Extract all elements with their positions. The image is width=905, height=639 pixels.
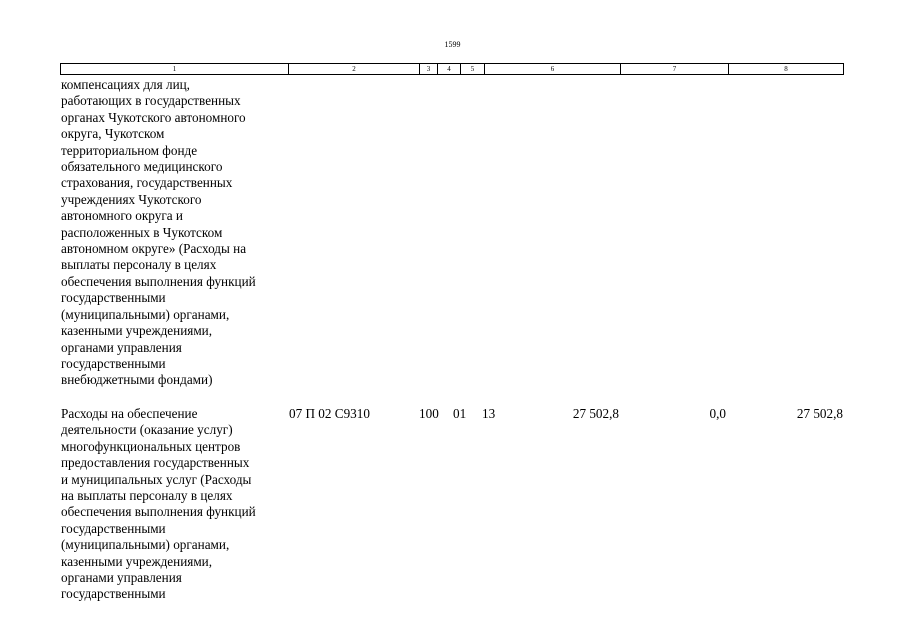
header-col-2: 2 [289,64,420,74]
row-col-6: 27 502,8 [572,406,619,421]
row-col-3: 100 [419,406,439,421]
header-col-5: 5 [461,64,485,74]
header-col-1: 1 [61,64,289,74]
page-number: 1599 [444,40,461,49]
row-col-8: 27 502,8 [796,406,843,421]
header-col-7: 7 [621,64,729,74]
table-header [60,63,844,75]
row-col-5: 13 [482,406,496,421]
row-col-7: 0,0 [709,406,726,421]
header-col-8: 8 [784,65,788,73]
header-col-6: 6 [485,64,621,74]
header-col-4: 4 [438,64,461,74]
row-code: 07 П 02 С9310 [289,406,370,421]
header-col-3: 3 [420,64,438,74]
row-description: Расходы на обеспечение деятельности (оказание услуг) многофункциональных центров предоставления государственных и муниципальных услуг (Расходы на выплаты персоналу в целях обеспечения выполнения функций государственными (муниципальными) органами, казенными учреждениями, органами управления государственными [61,406,256,602]
row-description: компенсациях для лиц, работающих в государственных органах Чукотского автономного округа, Чукотском территориальном фонде обязательного медицинского страхования, государственных учреждениях Чукотского автономного округа и расположенных в Чукотском автономном округе» (Расходы на выплаты персоналу в целях обеспечения выполнения функций государственными (муниципальными) органами, казенными учреждениями, органами управления государственными внебюджетными фондами) [61,77,256,388]
row-col-4: 01 [453,406,467,421]
